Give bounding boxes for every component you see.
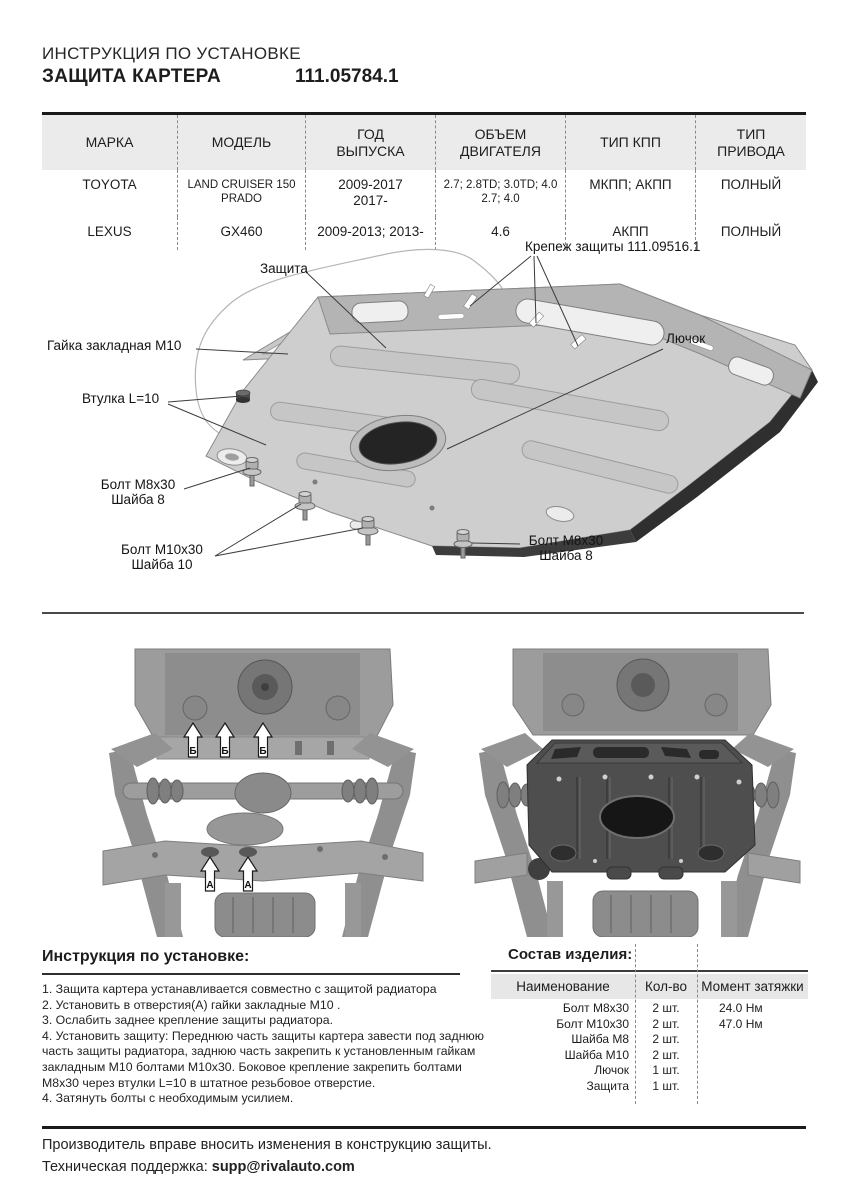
- parts-col-name: Наименование: [516, 979, 610, 994]
- svg-text:Б: Б: [221, 746, 229, 757]
- instructions-title: Инструкция по установке:: [42, 948, 250, 965]
- instruction-step: 4. Установить защиту: Переднюю часть защиты картера завести под заднюю часть защиты радиатора, заднюю часть закрепить к установленным гайкам закладным М10 болтами М10х30. Боковое крепление закрепить болтами М8х30 через втулки L=10 в штатное резьбовое отверстие.: [42, 1028, 484, 1090]
- label-rivet-nut: Гайка закладная М10: [47, 338, 182, 353]
- parts-column-separator: [697, 944, 698, 1104]
- fitment-row-toyota: TOYOTA LAND CRUISER 150 PRADO 2009-2017 2017- 2.7; 2.8TD; 3.0TD; 4.0 2.7; 4.0 МКПП; АКПП ПОЛНЫЙ: [42, 170, 806, 217]
- section-divider: [42, 612, 804, 614]
- svg-text:Б: Б: [189, 746, 197, 757]
- footer-rule: [42, 1126, 806, 1129]
- fitment-header-row: [42, 115, 806, 170]
- support-label: Техническая поддержка:: [42, 1159, 208, 1175]
- fitment-col-model: МОДЕЛЬ: [178, 115, 306, 170]
- svg-text:А: А: [206, 880, 214, 891]
- parts-row: Шайба М10 2 шт.: [564, 1047, 680, 1062]
- parts-rows: [491, 1001, 808, 1094]
- fitment-col-gearbox: ТИП КПП: [566, 115, 696, 170]
- svg-text:А: А: [244, 880, 252, 891]
- svg-text:Б: Б: [259, 746, 267, 757]
- label-fasteners: Крепеж защиты 111.09516.1: [525, 239, 701, 254]
- photo-chassis-after: [455, 645, 820, 937]
- installed-skid-plate: [527, 740, 755, 879]
- fitment-col-drive: ТИП ПРИВОДА: [717, 125, 785, 159]
- parts-row: Лючок 1 шт.: [594, 1063, 680, 1077]
- label-bolt-m8-right: Болт М8х30 Шайба 8: [528, 533, 604, 563]
- parts-column-separator: [635, 944, 636, 1104]
- label-bolt-m8-left: Болт М8х30 Шайба 8: [100, 477, 176, 507]
- parts-row: Защита 1 шт.: [586, 1078, 680, 1093]
- parts-header-row: [491, 974, 808, 999]
- footer-support: [42, 1159, 355, 1175]
- parts-row: Болт М10х30 2 шт. 47.0 Нм: [556, 1016, 763, 1031]
- instructions-title-rule: [42, 973, 460, 975]
- part-number: 111.05784.1: [295, 66, 399, 87]
- label-hatch: Лючок: [666, 331, 706, 346]
- parts-row: Шайба М8 2 шт.: [571, 1032, 680, 1046]
- photo-chassis-before: [95, 645, 430, 937]
- instruction-step: 3. Ослабить заднее крепление защиты радиатора.: [42, 1013, 334, 1028]
- parts-title: Состав изделия:: [508, 946, 633, 963]
- support-email: supp@rivalauto.com: [211, 1159, 355, 1175]
- label-bushing: Втулка L=10: [82, 391, 160, 406]
- instruction-step: 2. Установить в отверстия(А) гайки закладные М10 .: [42, 997, 341, 1012]
- hatch-oval: [600, 796, 674, 838]
- parts-col-qty: Кол-во: [645, 979, 687, 994]
- parts-title-rule: [491, 970, 808, 972]
- parts-row: Болт М8х30 2 шт. 24.0 Нм: [562, 1001, 763, 1015]
- doc-type-title: ИНСТРУКЦИЯ ПО УСТАНОВКЕ: [42, 44, 301, 63]
- product-title: ЗАЩИТА КАРТЕРА: [42, 66, 221, 87]
- parts-col-torque: Момент затяжки: [701, 979, 804, 994]
- fitment-row-lexus: LEXUS GX460 2009-2013; 2013- 4.6 АКПП ПОЛНЫЙ: [42, 217, 806, 250]
- chassis-underbody: [103, 649, 423, 937]
- footer-note: Производитель вправе вносить изменения в конструкцию защиты.: [42, 1137, 492, 1153]
- fitment-col-engine: ОБЪЕМ ДВИГАТЕЛЯ: [436, 115, 566, 170]
- fitment-col-brand: МАРКА: [42, 115, 178, 170]
- fitment-col-years: ГОД ВЫПУСКА: [306, 115, 436, 170]
- skid-plate-drawing: [206, 284, 818, 557]
- label-bolt-m10: Болт М10х30 Шайба 10: [121, 542, 203, 572]
- label-guard: Защита: [260, 261, 308, 276]
- instructions-steps: [42, 982, 492, 1107]
- instruction-step: 4. Затянуть болты с необходимым усилием.: [42, 1091, 294, 1106]
- instruction-step: 1. Защита картера устанавливается совместно с защитой радиатора: [42, 982, 437, 996]
